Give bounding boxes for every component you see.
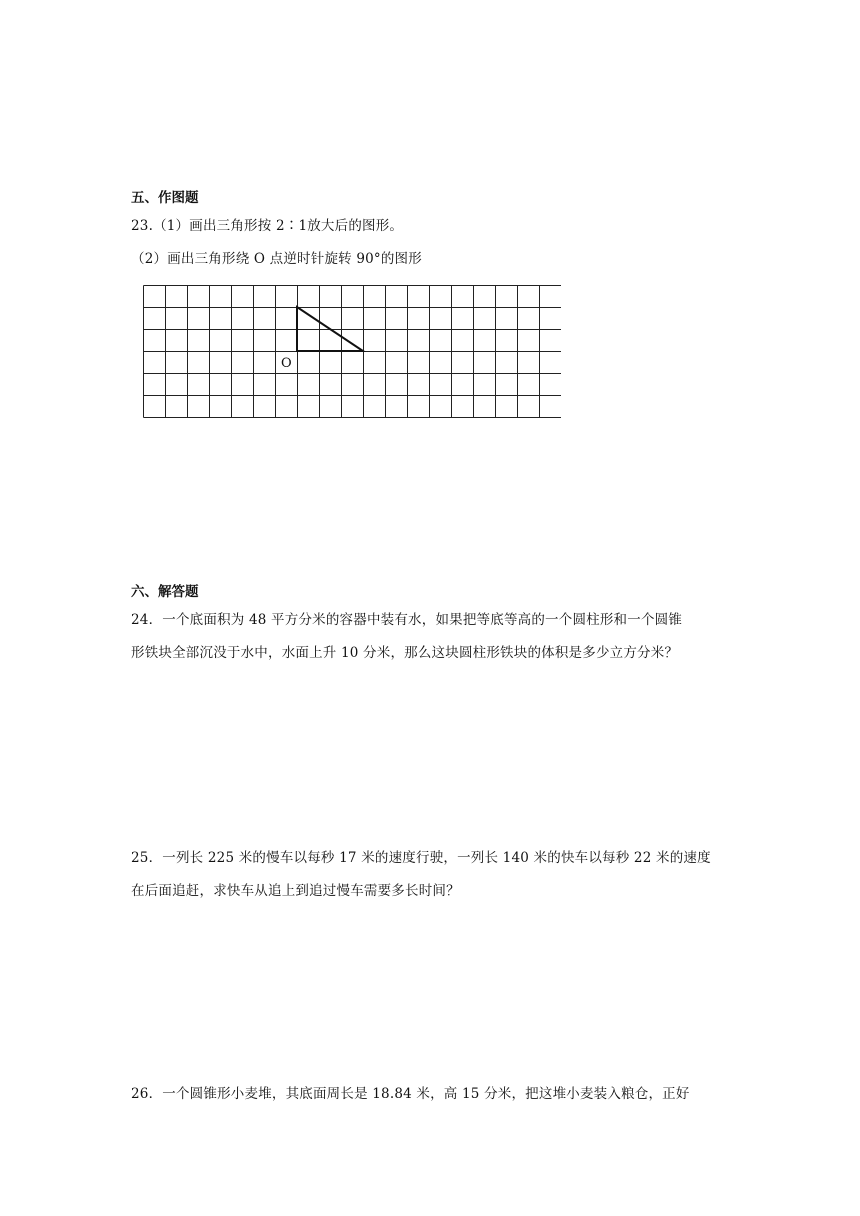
section-heading-answers: 六、解答题 [131,584,199,600]
question-24-line2: 形铁块全部沉没于水中，水面上升 10 分米，那么这块圆柱形铁块的体积是多少立方分米？ [131,645,679,661]
question-23-part2: （2）画出三角形绕 O 点逆时针旋转 90°的图形 [131,251,422,267]
question-25-line1: 25．一列长 225 米的慢车以每秒 17 米的速度行驶，一列长 140 米的快车以每秒 22 米的速度 [131,850,711,866]
question-25-line2: 在后面追赶，求快车从追上到追过慢车需要多长时间？ [131,883,460,899]
question-24-line1: 24．一个底面积为 48 平方分米的容器中装有水，如果把等底等高的一个圆柱形和一个圆锥 [131,612,683,628]
question-26-line1: 26．一个圆锥形小麦堆，其底面周长是 18.84 米，高 15 分米，把这堆小麦装入粮仓，正好 [131,1086,690,1102]
question-23-part1: 23.（1）画出三角形按 2∶1放大后的图形。 [131,218,404,234]
section-heading-drawing: 五、作图题 [131,190,199,206]
drawing-grid [143,285,561,421]
point-o-label: O [281,356,292,371]
